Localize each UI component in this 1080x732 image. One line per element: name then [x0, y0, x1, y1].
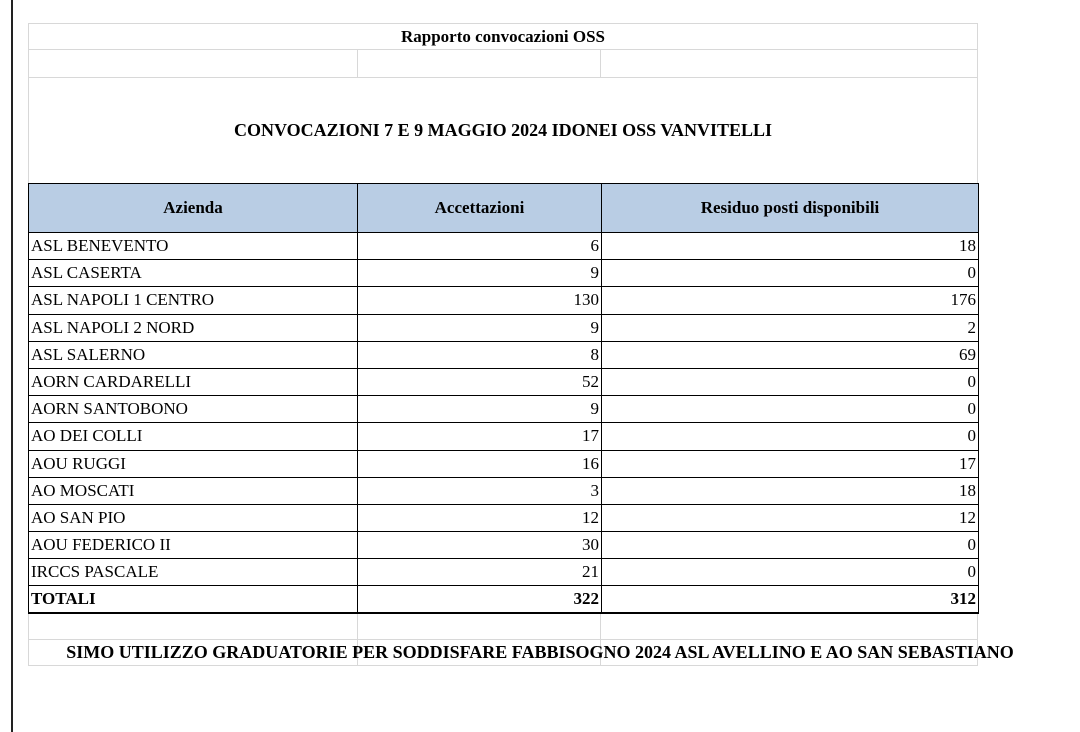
footer-note: SIMO UTILIZZO GRADUATORIE PER SODDISFARE FABBISOGNO 2024 ASL AVELLINO E AO SAN SEBASTIANO — [66, 642, 1014, 663]
cell-accettazioni: 21 — [358, 559, 602, 586]
blank-row — [28, 50, 978, 78]
blank-cell — [29, 614, 358, 640]
cell-azienda: ASL SALERNO — [29, 341, 358, 368]
footer-note-row — [28, 640, 1014, 666]
table-row — [29, 260, 979, 287]
table-row — [29, 504, 979, 531]
cell-accettazioni: 16 — [358, 450, 602, 477]
cell-residuo: 18 — [602, 233, 979, 260]
table-row — [29, 314, 979, 341]
cell-residuo: 176 — [602, 287, 979, 314]
cell-azienda: AO MOSCATI — [29, 477, 358, 504]
totals-row — [29, 586, 979, 614]
table-row — [29, 477, 979, 504]
cell-residuo: 69 — [602, 341, 979, 368]
totals-residuo: 312 — [602, 586, 979, 614]
cell-residuo: 12 — [602, 504, 979, 531]
cell-residuo: 0 — [602, 368, 979, 395]
cell-azienda: IRCCS PASCALE — [29, 559, 358, 586]
cell-azienda: AORN SANTOBONO — [29, 396, 358, 423]
convocazioni-table — [28, 183, 979, 614]
totals-accettazioni: 322 — [358, 586, 602, 614]
report-title: Rapporto convocazioni OSS — [28, 23, 978, 50]
cell-residuo: 0 — [602, 423, 979, 450]
table-row — [29, 559, 979, 586]
cell-azienda: AOU FEDERICO II — [29, 532, 358, 559]
footer-note-container — [0, 640, 1080, 666]
cell-residuo: 0 — [602, 532, 979, 559]
cell-residuo: 2 — [602, 314, 979, 341]
cell-residuo: 18 — [602, 477, 979, 504]
cell-azienda: ASL CASERTA — [29, 260, 358, 287]
table-row — [29, 532, 979, 559]
cell-accettazioni: 8 — [358, 341, 602, 368]
table-row — [29, 287, 979, 314]
cell-azienda: AO SAN PIO — [29, 504, 358, 531]
cell-accettazioni: 3 — [358, 477, 602, 504]
cell-accettazioni: 12 — [358, 504, 602, 531]
blank-cell — [29, 50, 358, 78]
table-row — [29, 423, 979, 450]
header-accettazioni: Accettazioni — [358, 184, 602, 233]
cell-residuo: 0 — [602, 396, 979, 423]
cell-residuo: 0 — [602, 260, 979, 287]
cell-azienda: AOU RUGGI — [29, 450, 358, 477]
report-subtitle: CONVOCAZIONI 7 E 9 MAGGIO 2024 IDONEI OSS VANVITELLI — [28, 78, 978, 183]
cell-azienda: AO DEI COLLI — [29, 423, 358, 450]
blank-cell — [358, 50, 602, 78]
cell-azienda: ASL BENEVENTO — [29, 233, 358, 260]
table-row — [29, 341, 979, 368]
table-row — [29, 450, 979, 477]
cell-azienda: AORN CARDARELLI — [29, 368, 358, 395]
cell-residuo: 17 — [602, 450, 979, 477]
footer-grid — [28, 614, 978, 640]
cell-accettazioni: 52 — [358, 368, 602, 395]
footer-row — [28, 614, 978, 640]
cell-azienda: ASL NAPOLI 1 CENTRO — [29, 287, 358, 314]
spreadsheet — [28, 23, 1014, 666]
cell-residuo: 0 — [602, 559, 979, 586]
cell-azienda: ASL NAPOLI 2 NORD — [29, 314, 358, 341]
table-row — [29, 233, 979, 260]
blank-cell — [601, 614, 978, 640]
table-body — [29, 233, 979, 614]
blank-cell — [601, 50, 978, 78]
cell-accettazioni: 9 — [358, 396, 602, 423]
left-border-line — [11, 0, 13, 732]
header-residuo: Residuo posti disponibili — [602, 184, 979, 233]
blank-cell — [358, 614, 602, 640]
header-azienda: Azienda — [29, 184, 358, 233]
cell-accettazioni: 17 — [358, 423, 602, 450]
table-header-row — [29, 184, 979, 233]
table-row — [29, 396, 979, 423]
cell-accettazioni: 130 — [358, 287, 602, 314]
totals-label: TOTALI — [29, 586, 358, 614]
cell-accettazioni: 9 — [358, 314, 602, 341]
table-row — [29, 368, 979, 395]
cell-accettazioni: 30 — [358, 532, 602, 559]
cell-accettazioni: 9 — [358, 260, 602, 287]
cell-accettazioni: 6 — [358, 233, 602, 260]
